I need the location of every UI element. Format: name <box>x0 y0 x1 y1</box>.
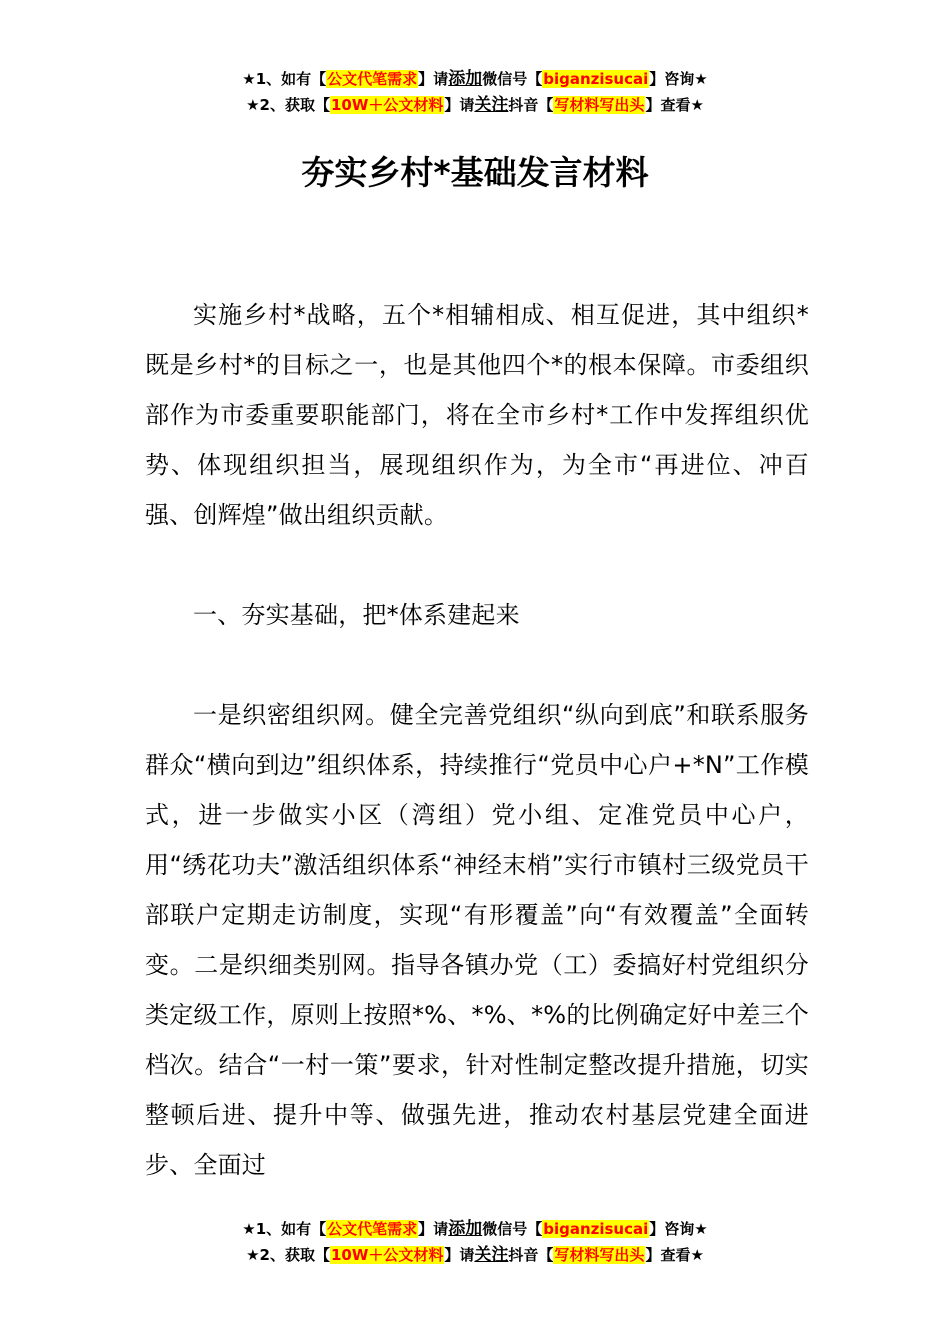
star-icon: ★ <box>690 1246 704 1264</box>
highlight-wechat-id: biganzisucai <box>543 70 649 88</box>
star-icon: ★ <box>694 70 708 88</box>
highlight-service: 公文代笔需求 <box>327 70 418 88</box>
star-icon: ★ <box>246 96 260 114</box>
highlight-service: 公文代笔需求 <box>327 1220 418 1238</box>
star-icon: ★ <box>694 1220 708 1238</box>
star-icon: ★ <box>242 70 256 88</box>
document-body <box>145 290 809 1190</box>
star-icon: ★ <box>242 1220 256 1238</box>
highlight-douyin-account: 写材料写出头 <box>554 96 645 114</box>
banner-line-1: ★1、如有【公文代笔需求】请添加微信号【biganzisucai】咨询★ <box>242 69 708 89</box>
section-heading: 一、夯实基础，把*体系建起来 <box>193 601 520 629</box>
footer-banner <box>0 1216 950 1268</box>
highlight-wechat-id: biganzisucai <box>543 1220 649 1238</box>
paragraph-intro: 实施乡村*战略，五个*相辅相成、相互促进，其中组织*既是乡村*的目标之一，也是其他四个*的根本保障。市委组织部作为市委重要职能部门，将在全市乡村*工作中发挥组织优势、体现组织担当，展现组织作为，为全市“再进位、冲百强、创辉煌”做出组织贡献。 <box>145 301 809 529</box>
highlight-materials: 10W＋公文材料 <box>330 96 444 114</box>
paragraph-section-1: 一是织密组织网。健全完善党组织“纵向到底”和联系服务群众“横向到边”组织体系，持续推行“党员中心户+*N”工作模式，进一步做实小区（湾组）党小组、定准党员中心户，用“绣花功夫”激活组织体系“神经末梢”实行市镇村三级党员干部联户定期走访制度，实现“有形覆盖”向“有效覆盖”全面转变。二是织细类别网。指导各镇办党（工）委搞好村党组织分类定级工作，原则上按照*%、*%、*%的比例确定好中差三个档次。结合“一村一策”要求，针对性制定整改提升措施，切实整顿后进、提升中等、做强先进，推动农村基层党建全面进步、全面过 <box>145 701 809 1179</box>
banner-line-1: ★1、如有【公文代笔需求】请添加微信号【biganzisucai】咨询★ <box>242 1219 708 1239</box>
banner-line-2: ★2、获取【10W＋公文材料】请关注抖音【写材料写出头】查看★ <box>246 1245 704 1265</box>
header-banner <box>0 66 950 118</box>
document-title: 夯实乡村*基础发言材料 <box>301 153 649 192</box>
banner-line-2: ★2、获取【10W＋公文材料】请关注抖音【写材料写出头】查看★ <box>246 95 704 115</box>
star-icon: ★ <box>690 96 704 114</box>
highlight-douyin-account: 写材料写出头 <box>554 1246 645 1264</box>
highlight-materials: 10W＋公文材料 <box>330 1246 444 1264</box>
star-icon: ★ <box>246 1246 260 1264</box>
